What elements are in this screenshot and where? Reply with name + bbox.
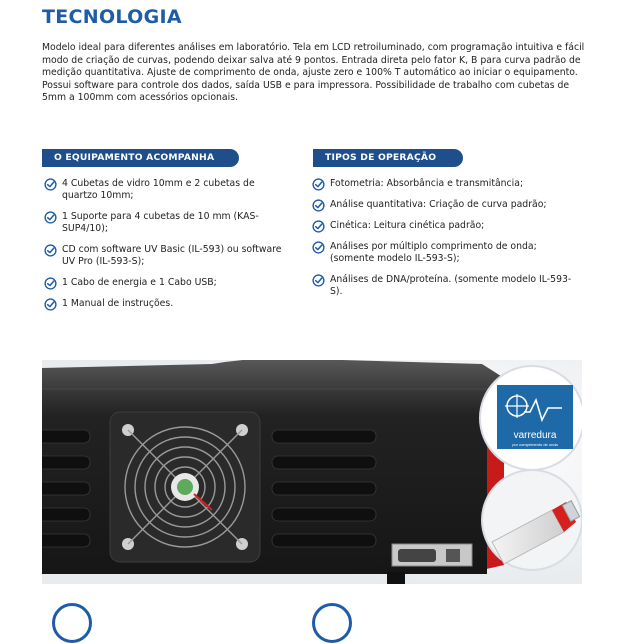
list-item-text: CD com software UV Basic (IL-593) ou software UV Pro (IL-593-S); [62,244,282,267]
list-item-text: 1 Suporte para 4 cubetas de 10 mm (KAS-SUP4/10); [62,211,259,234]
list-item [312,241,582,265]
badge-sublabel: por comprimento de onda [512,442,558,447]
check-circle-icon [312,220,325,233]
list-item-text: Análises por múltiplo comprimento de onda; (somente modelo IL-593-S); [330,241,537,264]
equipment-heading: O EQUIPAMENTO ACOMPANHA [42,149,239,167]
list-item [44,178,284,202]
list-item [44,244,284,268]
check-circle-icon [312,241,325,254]
operations-list [312,178,582,307]
intro-paragraph: Modelo ideal para diferentes análises em laboratório. Tela em LCD retroiluminado, com programação intuitiva e fácil modo de criação de curvas, podendo deixar salva até 9 pontos. Entrada direta pelo fator K, B para curva padrão de medição quantitativa. Ajuste de comprimento de onda, ajuste zero e 100% T automático ao iniciar o equipamento. Possui software para controle dos dados, saída USB e para impressora. Possibilidade de trabalho com cubetas de 5mm a 100mm com acessórios opcionais. [42,42,585,104]
list-item-text: Cinética: Leitura cinética padrão; [330,220,485,231]
check-circle-icon [44,211,57,224]
list-item [312,220,582,232]
list-item [44,277,284,289]
ring-decoration [312,603,352,643]
page-title: TECNOLOGIA [42,6,182,28]
list-item [312,199,582,211]
check-circle-icon [312,274,325,287]
ring-decoration [52,603,92,643]
equipment-list [44,178,284,319]
list-item [44,298,284,310]
badge-label: varredura [513,430,557,441]
list-item-text: 1 Manual de instruções. [62,298,174,309]
list-item-text: 4 Cubetas de vidro 10mm e 2 cubetas de quartzo 10mm; [62,178,255,201]
list-item-text: Análise quantitativa: Criação de curva padrão; [330,199,547,210]
check-circle-icon [44,298,57,311]
list-item [312,178,582,190]
check-circle-icon [44,277,57,290]
list-item-text: Fotometria: Absorbância e transmitância; [330,178,524,189]
list-item [44,211,284,235]
check-circle-icon [312,178,325,191]
check-circle-icon [312,199,325,212]
list-item [312,274,582,298]
check-circle-icon [44,244,57,257]
operations-heading: TIPOS DE OPERAÇÃO [313,149,463,167]
list-item-text: 1 Cabo de energia e 1 Cabo USB; [62,277,217,288]
product-photo [42,360,582,584]
check-circle-icon [44,178,57,191]
list-item-text: Análises de DNA/proteína. (somente modelo IL-593-S). [330,274,572,297]
